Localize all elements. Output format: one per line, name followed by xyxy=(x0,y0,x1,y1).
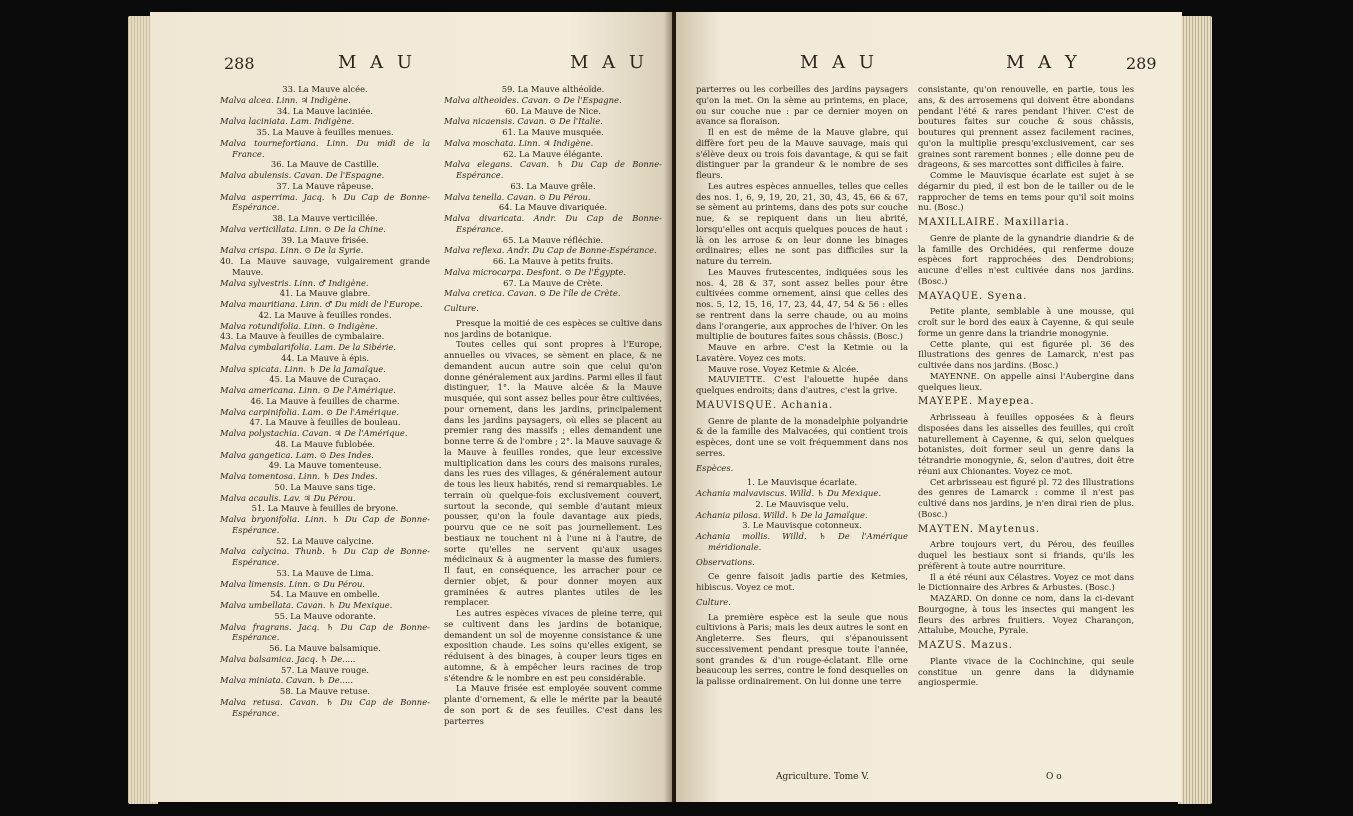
text-line: 46. La Mauve à feuilles de charme. xyxy=(250,395,400,406)
text-line: Malva crispa. Linn. ⊙ De la Syrie. xyxy=(220,245,364,256)
text-line: 62. La Mauve élégante. xyxy=(503,148,603,159)
right-page-number: 289 xyxy=(1126,54,1157,73)
text-line: 57. La Mauve rouge. xyxy=(281,664,369,675)
text-line: Malva gangetica. Lam. ⊙ Des Indes. xyxy=(220,449,374,460)
text-line: 65. La Mauve réfléchie. xyxy=(502,234,604,245)
text-line: 48. La Mauve fublobée. xyxy=(274,438,376,449)
text-line: Malva verticillata. Linn. ⊙ De la Chine. xyxy=(220,223,386,234)
text-line: 3. Le Mauvisque cotonneux. xyxy=(742,520,862,531)
text-line: Malva bryonifolia. Linn. ♄ Du Cap de Bonne-Espérance. xyxy=(220,514,430,535)
left-page xyxy=(150,12,672,802)
text-line: 40. La Mauve sauvage, vulgairement grande Mauve. xyxy=(220,256,430,277)
text-line: Arbre toujours vert, du Pérou, des feuilles duquel les bestiaux sont si friands, qu'ils les préfèrent à toute autre nourriture. xyxy=(918,539,1134,571)
text-line: 39. La Mauve frisée. xyxy=(281,234,369,245)
text-line: Malva elegans. Cavan. ♄ Du Cap de Bonne-Espérance. xyxy=(444,159,662,180)
text-line: Malva moschata. Linn. ♃ Indigène. xyxy=(444,137,594,148)
text-line: 64. La Mauve divariquée. xyxy=(498,202,608,213)
text-line: 33. La Mauve alcée. xyxy=(282,84,368,94)
text-line: MAZUS. Mazus. xyxy=(918,640,1013,651)
text-line: consistante, qu'on renouvelle, en partie, tous les ans, & des arrosemens qui doivent être abondans pendant l'été & rares pendant l'hiver. C'est de boutures faites sur couche & sous châssis, boutures qui prennent assez facilement racines, qu'on la multiplie presqu'exclusivement, car ses graines sont rarement bonnes ; elle donne peu de drageons, & ses marcottes sont difficiles à faire. xyxy=(918,84,1134,170)
text-line: Cette plante, qui est figurée pl. 36 des Illustrations des genres de Lamarck, n'est pas cultivée dans nos jardins. (Bosc.) xyxy=(918,338,1134,370)
text-line: Presque la moitié de ces espèces se cultive dans nos jardins de botanique. xyxy=(444,317,662,339)
text-line: Malva balsamica. Jacq. ♄ De..... xyxy=(220,653,356,664)
text-line: Malva tournefortiana. Linn. Du midi de la France. xyxy=(220,137,430,159)
text-line: Malva retusa. Cavan. ♄ Du Cap de Bonne-Espérance. xyxy=(220,696,430,718)
right-running-header-left: M A U xyxy=(800,52,879,73)
text-line: MAUVIETTE. C'est l'alouette hupée dans quelques endroits; dans d'autres, c'est la grive. xyxy=(696,374,908,395)
text-line: Malva asperrima. Jacq. ♄ Du Cap de Bonne-Espérance. xyxy=(220,191,430,213)
text-line: Malva laciniata. Lam. Indigène. xyxy=(220,116,355,127)
text-line: MAYAQUE. Syena. xyxy=(918,290,1028,302)
text-line: Les Mauves frutescentes, indiquées sous les nos. 4, 28 & 37, sont assez belles pour être cultivées comme ornement, ainsi que celles des nos. 5, 12, 15, 16, 17, 23, 44, 47, 54 & 56 : elles se rentrent dans la serre chaude, ou au moins dans l'orangerie, aux approches de l'hiver. On les multiplie de boutures faites sous châssis. (Bosc.) xyxy=(696,266,908,342)
text-line: 51. La Mauve à feuilles de bryone. xyxy=(251,503,399,514)
text-line: MAXILLAIRE. Maxillaria. xyxy=(918,217,1070,228)
text-line: 67. La Mauve de Crète. xyxy=(503,277,603,288)
text-line: Malva calycina. Thunb. ♄ Du Cap de Bonne-Espérance. xyxy=(220,546,430,567)
text-line: Les autres espèces annuelles, telles que celles des nos. 1, 6, 9, 19, 20, 21, 30, 43, 45, 66 & 67, se sèment au printems, dans des pots sur couche nue, & se repiquent dans un lieu abrité, lorsqu'elles ont acquis quelques pouces de haut : là on les arrose & on leur donne les binages ordinaires; elles ne sont pas difficiles sur la nature du terrein. xyxy=(696,180,908,266)
left-column-2 xyxy=(444,84,662,726)
text-line: Observations. xyxy=(696,556,755,567)
text-line: Malva miniata. Cavan. ♄ De..... xyxy=(220,675,353,686)
text-line: Genre de plante de la gynandrie diandrie & de la famille des Orchidées, qui renferme douze espèces fort rapprochées des Dendrobions; aucune d'elles n'est cultivée dans nos jardins. (Bosc.) xyxy=(918,232,1134,286)
text-line: 43. La Mauve à feuilles de cymbalaire. xyxy=(220,331,385,342)
text-line: Achania malvaviscus. Willd. ♄ Du Mexique. xyxy=(696,488,882,498)
text-line: Malva nicaensis. Cavan. ⊙ De l'Italie. xyxy=(444,116,603,127)
text-line: 49. La Mauve tomenteuse. xyxy=(268,460,382,471)
text-line: 56. La Mauve balsamique. xyxy=(269,643,381,653)
text-line: Espèces. xyxy=(696,462,734,473)
right-column-2 xyxy=(918,84,1134,688)
text-line: 41. La Mauve glabre. xyxy=(279,288,371,299)
text-line: Achania pilosa. Willd. ♄ De la Jamaïque. xyxy=(696,509,868,520)
text-line: parterres ou les corbeilles des jardins paysagers qu'on la met. On la sème au printems, en place, ou sur couche nue : par ce dernier moyen on avance sa floraison. xyxy=(696,84,908,127)
right-page-edges xyxy=(1178,16,1212,804)
text-line: Malva abulensis. Cavan. De l'Espagne. xyxy=(220,170,385,180)
text-line: Malva acaulis. Lav. ♃ Du Pérou. xyxy=(220,492,356,503)
text-line: Malva tomentosa. Linn. ♄ Des Indes. xyxy=(220,471,378,481)
left-column-1 xyxy=(220,84,430,718)
text-line: Malva umbellata. Cavan. ♄ Du Mexique. xyxy=(220,600,393,610)
text-line: MAYEPE. Mayepea. xyxy=(918,396,1035,408)
text-line: Malva fragrans. Jacq. ♄ Du Cap de Bonne-Espérance. xyxy=(220,621,430,643)
text-line: Malva reflexa. Andr. Du Cap de Bonne-Espérance. xyxy=(444,245,657,256)
text-line: Malva mauritiana. Linn. ♂ Du midi de l'Europe. xyxy=(220,299,423,309)
text-line: Il a été réuni aux Célastres. Voyez ce mot dans le Dictionnaire des Arbres & Arbustes. (Bosc.) xyxy=(918,571,1134,593)
text-line: 35. La Mauve à feuilles menues. xyxy=(256,127,394,137)
text-line: 58. La Mauve retuse. xyxy=(279,686,371,696)
text-line: 38. La Mauve verticillée. xyxy=(272,213,378,223)
text-line: Mauve rose. Voyez Ketmie & Alcée. xyxy=(708,363,859,374)
text-line: 54. La Mauve en ombelle. xyxy=(270,589,380,600)
text-line: Cet arbrisseau est figuré pl. 72 des Illustrations des genres de Lamarck : comme il n'est pas cultivé dans nos jardins, je n'en dirai rien de plus. (Bosc.) xyxy=(918,476,1134,519)
text-line: Malva rotundifolia. Linn. ⊙ Indigène. xyxy=(220,320,378,331)
text-line: Malva limensis. Linn. ⊙ Du Pérou. xyxy=(220,578,365,589)
right-page xyxy=(676,12,1182,802)
text-line: Mauve en arbre. C'est la Ketmie ou la Lavatère. Voyez ces mots. xyxy=(696,342,908,363)
text-line: 63. La Mauve grêle. xyxy=(510,180,596,191)
text-line: Malva cretica. Cavan. ⊙ De l'île de Crète. xyxy=(444,288,621,299)
text-line: Les autres espèces vivaces de pleine terre, qui se cultivent dans les jardins de botanique, demandent un sol de moyenne consistance & une exposition chaude. Les soins qu'elles exigent, se réduisent à des binages, à couper leurs tiges en automne, & à empêcher leurs racines de trop s'étendre & le nombre en est peu considérable. xyxy=(444,608,662,683)
text-line: 60. La Mauve de Nice. xyxy=(505,105,601,116)
text-line: Malva tenella. Cavan. ⊙ Du Pérou. xyxy=(444,191,591,202)
text-line: 1. Le Mauvisque écarlate. xyxy=(746,477,858,488)
signature-mark: O o xyxy=(1046,772,1062,782)
text-line: 59. La Mauve althéoïde. xyxy=(501,84,605,94)
text-line: 53. La Mauve de Lima. xyxy=(276,567,374,578)
text-line: La Mauve frisée est employée souvent comme plante d'ornement, & elle le mérite par la beauté de son port & de ses feuilles. C'est dans les parterres xyxy=(444,683,662,726)
text-line: 36. La Mauve de Castille. xyxy=(270,159,380,170)
text-line: Genre de plante de la monadelphie polyandrie & de la famille des Malvacées, qui contient trois espèces, dont une se voit fréquemment dans nos serres. xyxy=(696,415,908,458)
left-running-header: M A U xyxy=(338,52,417,73)
text-line: 42. La Mauve à feuilles rondes. xyxy=(258,309,392,320)
left-running-header-2: M A U xyxy=(570,52,649,73)
text-line: 55. La Mauve odorante. xyxy=(274,610,376,621)
text-line: Malva spicata. Linn. ♄ De la Jamaïque. xyxy=(220,363,386,374)
text-line: Malva alcea. Linn. ♃ Indigène. xyxy=(220,94,351,105)
text-line: 37. La Mauve râpeuse. xyxy=(276,180,374,191)
text-line: Plante vivace de la Cochinchine, qui seule constitue un genre dans la didynamie angiospermie. xyxy=(918,655,1134,688)
text-line: 45. La Mauve de Curaçao. xyxy=(269,374,381,385)
text-line: Culture. xyxy=(696,596,731,607)
text-line: Malva carpinifolia. Lam. ⊙ De l'Amérique. xyxy=(220,406,400,417)
text-line: MAYTEN. Maytenus. xyxy=(918,523,1041,535)
text-line: Achania mollis. Willd. ♄ De l'Amérique méridionale. xyxy=(696,531,908,552)
text-line: Malva cymbalarifolia. Lam. De la Sibérie. xyxy=(220,342,397,352)
text-line: Il en est de même de la Mauve glabre, qui diffère fort peu de la Mauve sauvage, mais qui s'élève deux ou trois fois davantage, & qui se fait distinguer par la grandeur & le nombre de ses fleurs. xyxy=(696,127,908,180)
text-line: MAZARD. On donne ce nom, dans la ci-devant Bourgogne, à tous les insectes qui mangent les fleurs des arbres fruitiers. Voyez Charançon, Attalube, Mouche, Pyrale. xyxy=(918,593,1134,636)
text-line: 44. La Mauve à épis. xyxy=(280,352,370,363)
text-line: 61. La Mauve musquée. xyxy=(502,127,604,137)
text-line: Malva sylvestris. Linn. ♂ Indigène. xyxy=(220,277,369,288)
text-line: Ce genre faisoit jadis partie des Ketmies, hibiscus. Voyez ce mot. xyxy=(696,571,908,592)
text-line: Malva microcarpa. Desfont. ⊙ De l'Égypte. xyxy=(444,266,627,277)
text-line: Comme le Mauvisque écarlate est sujet à se dégarnir du pied, il est bon de le tailler ou de le rapprocher de tems en tems pour qu'il soit moins nu. (Bosc.) xyxy=(918,170,1134,213)
text-line: MAYENNE. On appelle ainsi l'Aubergine dans quelques lieux. xyxy=(918,370,1134,392)
text-line: 50. La Mauve sans tige. xyxy=(274,481,376,492)
page-footer: Agriculture. Tome V. xyxy=(776,772,870,782)
text-line: 66. La Mauve à petits fruits. xyxy=(492,256,614,266)
text-line: Toutes celles qui sont propres à l'Europe, annuelles ou vivaces, se sèment en place, & ne demandent aucun autre soin que celui qu'on donne généralement aux jardins. Parmi elles il faut distinguer, 1°. la Mauve alcée & la Mauve musquée, qui sont assez belles pour être cultivées, pour ornement, dans les jardins, principalement dans les jardins paysagers, où elles se placent au premier rang des massifs ; elles demandent une bonne terre & de l'ombre ; 2°. la Mauve sauvage & la Mauve à feuilles rondes, que leur excessive multiplication dans les cours des maisons rurales, dans les rues des villages, & généralement autour de tous les lieux habités, rend si remarquables. Le terrain où quelque-fois exclusivement couvert, surtout la seconde, qui semble d'autant mieux pousser, qu'on la foule davantage aux pieds, pourvu que ce ne soit pas journellement. Les bestiaux ne touchent ni à l'une ni à l'autre, de sorte qu'elles ne servent qu'aux usages médicinaux & à augmenter la masse des fumiers. Il faut, en conséquence, les arracher pour ce dernier objet, & pour donner moyen aux graminées & autres plantes utiles de les remplacer. xyxy=(444,339,662,608)
text-line: 52. La Mauve calycine. xyxy=(276,535,374,546)
text-line: 2. Le Mauvisque velu. xyxy=(755,498,849,509)
text-line: Arbrisseau à feuilles opposées & à fleurs disposées dans les aisselles des feuilles, qui croît naturellement à Cayenne, & qui, selon quelques botanistes, doit former seul un genre dans la tétrandrie monogynie, &, selon d'autres, doit être réuni aux Chionantes. Voyez ce mot. xyxy=(918,412,1134,476)
text-line: La première espèce est la seule que nous cultivions à Paris; mais les deux autres le sont en Angleterre. Ses fleurs, qui s'épanouissent successivement pendant presque toute l'année, sont grandes & d'un rouge-éclatant. Elle orne beaucoup les serres, contre le fond desquelles on la palisse ordinairement. On lui donne une terre xyxy=(696,611,908,686)
right-column-1 xyxy=(696,84,908,687)
left-page-number: 288 xyxy=(224,54,255,73)
text-line: 47. La Mauve à feuilles de bouleau. xyxy=(249,417,401,428)
text-line: Culture. xyxy=(444,303,479,313)
text-line: Malva polystachia. Cavan. ♃ De l'Amérique. xyxy=(220,428,408,438)
text-line: Malva americana. Linn. ⊙ De l'Amérique. xyxy=(220,385,396,395)
right-running-header-right: M A Y xyxy=(1006,52,1081,73)
text-line: Malva altheoides. Cavan. ⊙ De l'Espagne. xyxy=(444,94,622,105)
text-line: 34. La Mauve laciniée. xyxy=(276,105,374,116)
text-line: Malva divaricata. Andr. Du Cap de Bonne-Espérance. xyxy=(444,213,662,234)
text-line: MAUVISQUE. Achania. xyxy=(696,399,834,411)
text-line: Petite plante, semblable à une mousse, qui croît sur le bord des eaux à Cayenne, & qui seule forme un genre dans la triandrie monogynie. xyxy=(918,306,1134,338)
